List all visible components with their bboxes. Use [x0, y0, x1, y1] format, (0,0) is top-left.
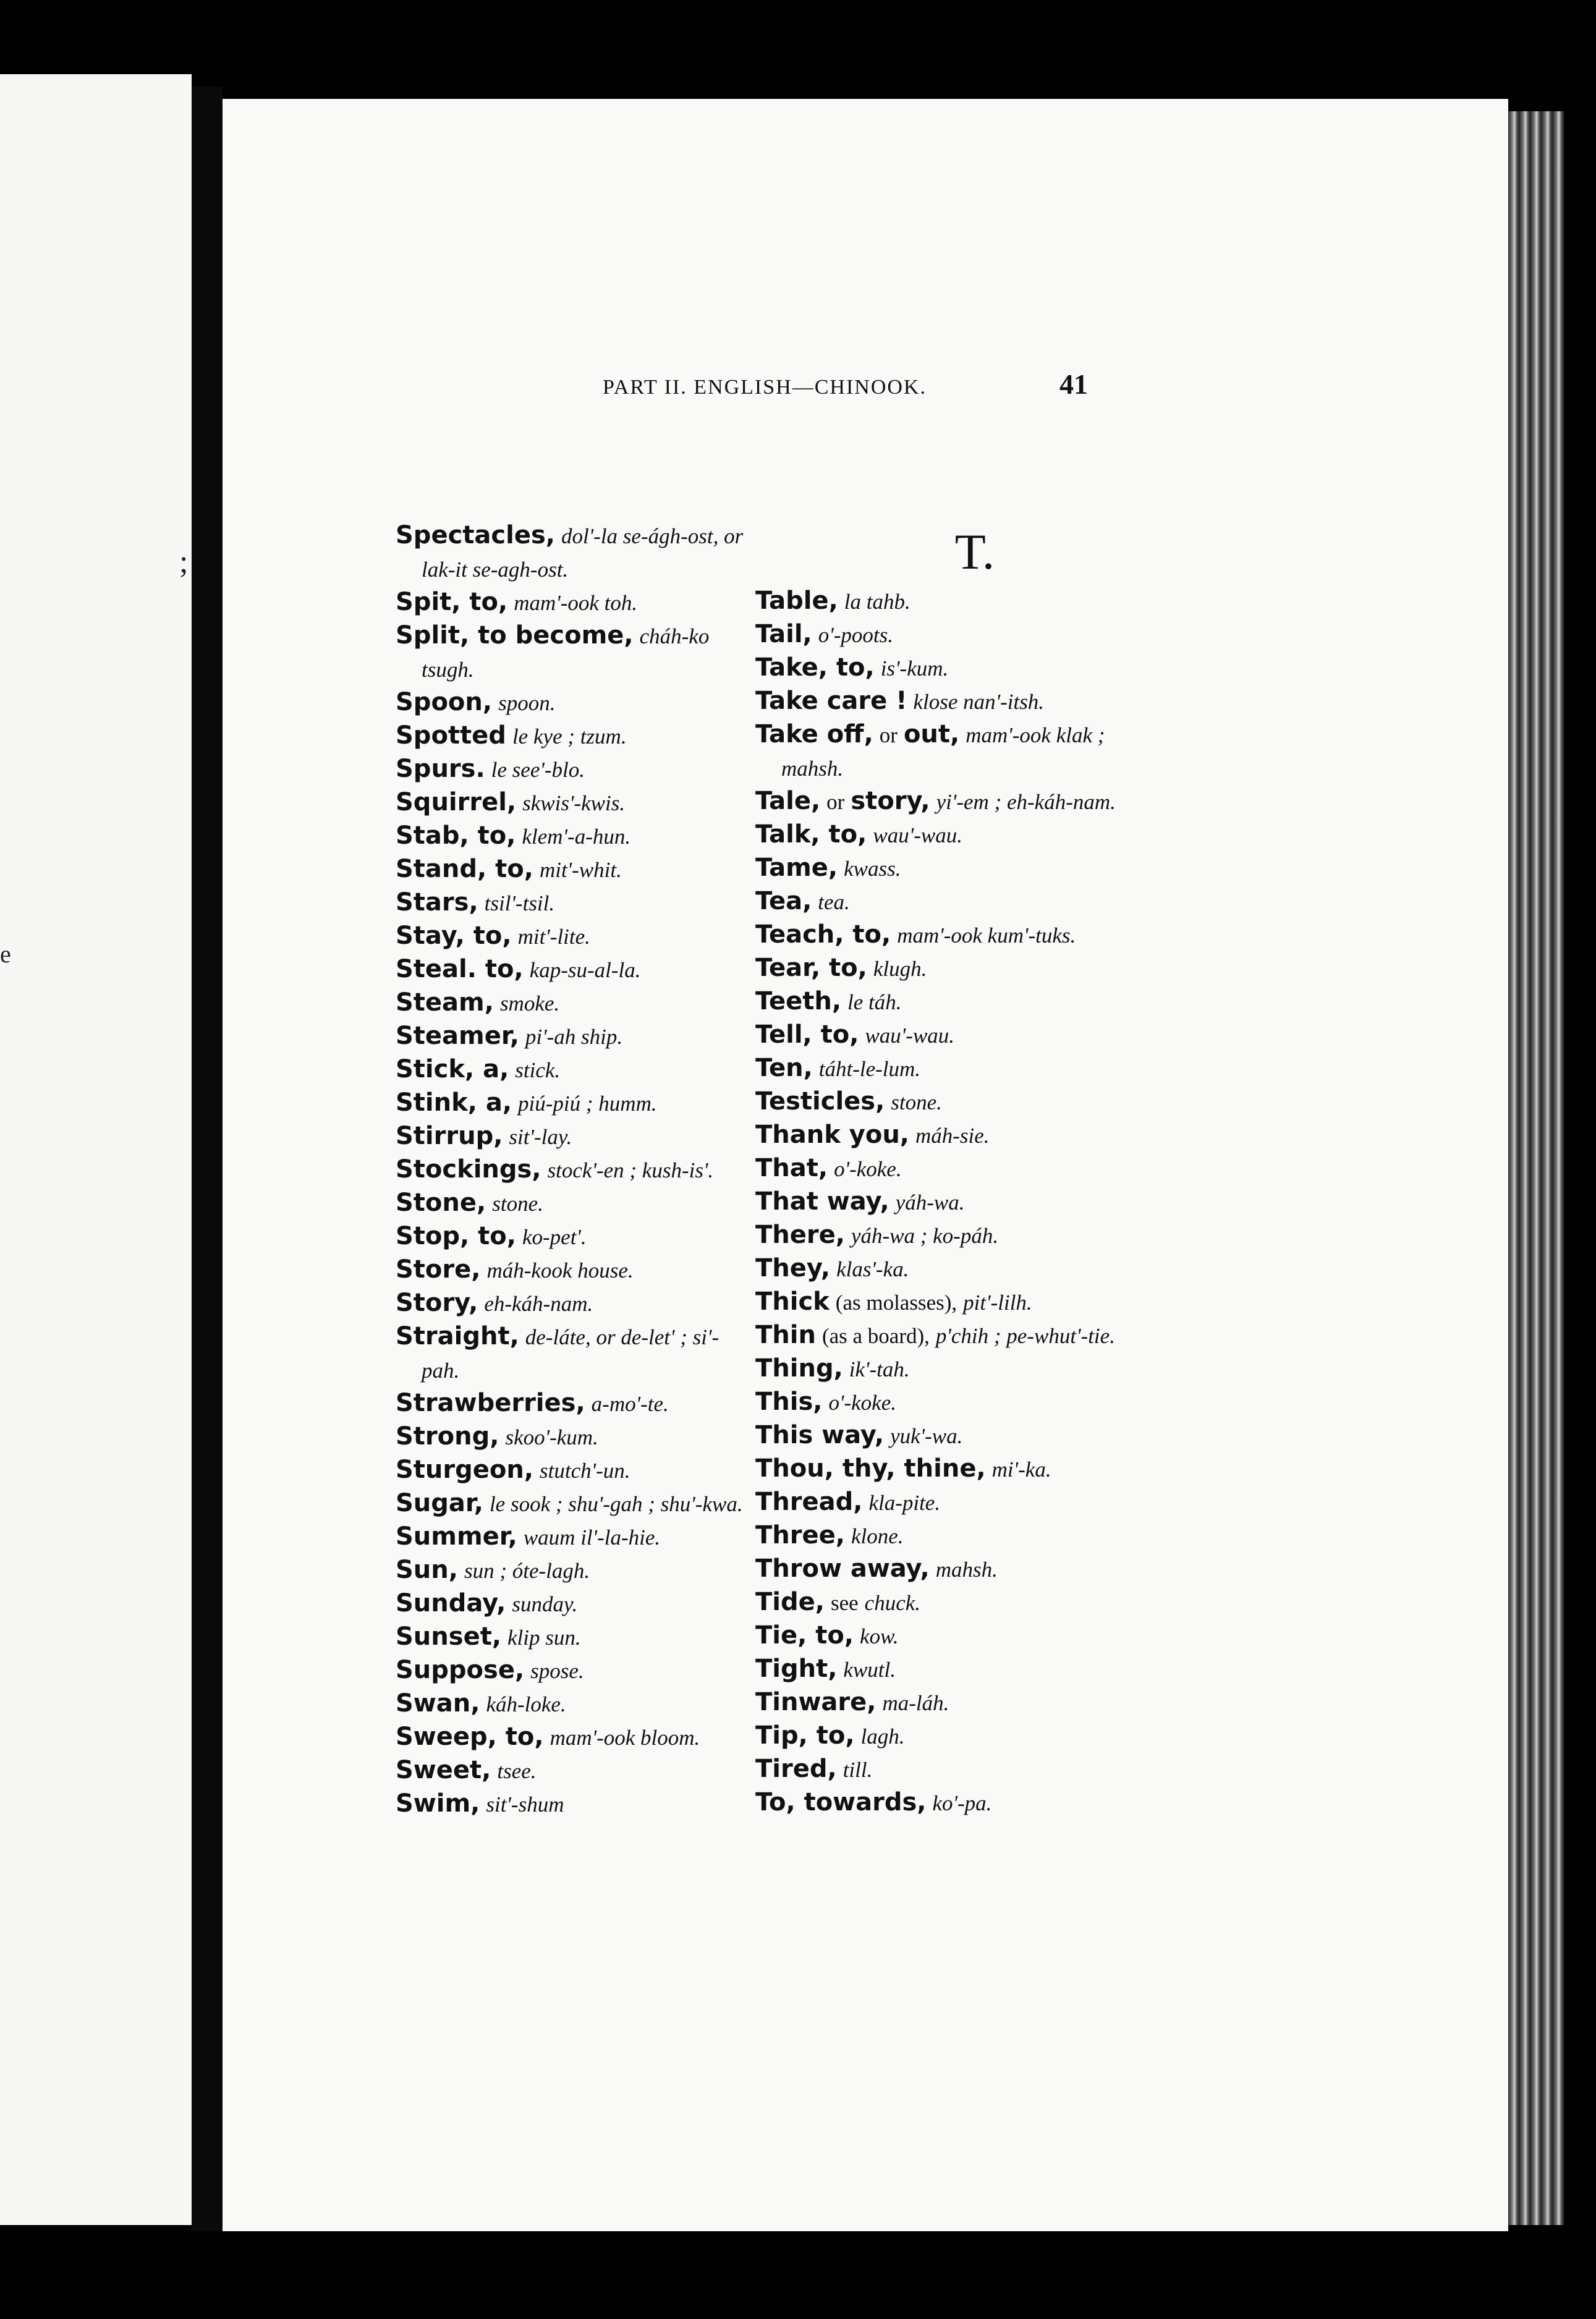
dictionary-entry — [396, 886, 754, 920]
headword: Sugar, — [396, 1489, 483, 1517]
dictionary-entry — [755, 1052, 1151, 1085]
headword: Spotted — [396, 721, 506, 750]
headword: Strawberries, — [396, 1389, 585, 1417]
chinook-translation: máh-sie. — [915, 1124, 990, 1148]
chinook-translation: káh-loke. — [486, 1692, 566, 1716]
chinook-translation: kwass. — [844, 857, 901, 881]
chinook-translation: wau'-wau. — [873, 823, 962, 847]
dictionary-entry — [755, 785, 1151, 818]
headword: Swim, — [396, 1789, 480, 1818]
dictionary-entry — [396, 953, 754, 986]
headword: Stink, a, — [396, 1088, 512, 1117]
chinook-translation: klose nan'-itsh. — [913, 690, 1045, 714]
headword: Squirrel, — [396, 788, 517, 816]
plain-text: or — [826, 790, 845, 814]
chinook-translation: ko-pet'. — [522, 1225, 587, 1249]
chinook-translation: mam'-ook kum'-tuks. — [897, 923, 1076, 948]
dictionary-entry — [396, 719, 754, 753]
chinook-translation: yáh-wa. — [895, 1190, 965, 1215]
headword: Tinware, — [755, 1688, 877, 1716]
plain-text: or — [879, 723, 898, 747]
chinook-translation: sunday. — [512, 1592, 578, 1616]
headword: Talk, to, — [755, 820, 867, 849]
chinook-translation: till. — [843, 1758, 873, 1782]
chinook-translation: a-mo'-te. — [591, 1392, 669, 1416]
chinook-translation: skoo'-kum. — [505, 1425, 598, 1449]
chinook-translation: pit'-lilh. — [963, 1291, 1032, 1315]
headword: out, — [903, 720, 960, 748]
chinook-translation: piú-piú ; humm. — [518, 1092, 657, 1116]
headword: Spurs. — [396, 755, 485, 783]
headword: Suppose, — [396, 1656, 525, 1684]
facing-page — [0, 74, 192, 2225]
headword: There, — [755, 1221, 845, 1249]
dictionary-entry — [396, 1187, 754, 1220]
headword: Store, — [396, 1255, 481, 1284]
dictionary-entry — [396, 753, 754, 786]
dictionary-entry — [396, 1120, 754, 1153]
dictionary-entry — [396, 786, 754, 820]
chinook-translation: la tahb. — [844, 590, 910, 614]
headword: This, — [755, 1388, 823, 1416]
chinook-translation: klip sun. — [507, 1626, 581, 1650]
headword: Tear, to, — [755, 954, 867, 982]
headword: Table, — [755, 587, 838, 615]
chinook-translation: kap-su-al-la. — [529, 958, 641, 982]
headword: Summer, — [396, 1522, 517, 1551]
chinook-translation: stick. — [515, 1058, 561, 1082]
dictionary-entry — [396, 1287, 754, 1320]
dictionary-entry — [755, 1419, 1151, 1452]
dictionary-entry — [755, 818, 1151, 852]
chinook-translation: spose. — [530, 1659, 584, 1683]
dictionary-entry — [396, 1053, 754, 1087]
headword: Sturgeon, — [396, 1456, 534, 1484]
headword: Tea, — [755, 887, 812, 915]
dictionary-entry — [755, 1085, 1151, 1119]
headword: Tell, to, — [755, 1020, 859, 1049]
headword: Sunday, — [396, 1589, 506, 1617]
headword: Thin — [755, 1321, 816, 1349]
dictionary-entry — [396, 1687, 754, 1721]
chinook-translation: tsee. — [497, 1759, 537, 1783]
headword: Tip, to, — [755, 1721, 855, 1750]
headword: Testicles, — [755, 1087, 885, 1116]
chinook-translation: ko'-pa. — [932, 1791, 992, 1815]
dictionary-entry — [396, 1754, 754, 1787]
chinook-translation: mam'-ook bloom. — [550, 1726, 700, 1750]
headword: Throw away, — [755, 1554, 930, 1583]
chinook-translation: tea. — [818, 890, 850, 914]
running-head — [383, 368, 1088, 401]
chinook-translation: sit'-lay. — [509, 1125, 572, 1149]
headword: Tame, — [755, 854, 838, 882]
chinook-translation: klone. — [851, 1524, 904, 1548]
dictionary-entry — [755, 585, 1151, 618]
headword: Thank you, — [755, 1121, 909, 1149]
dictionary-entry — [755, 1519, 1151, 1553]
dictionary-entry — [396, 1087, 754, 1120]
dictionary-entry — [396, 1721, 754, 1754]
chinook-translation: lagh. — [860, 1724, 905, 1749]
chinook-translation: klugh. — [873, 957, 927, 981]
headword: Sunset, — [396, 1622, 502, 1651]
headword: Ten, — [755, 1054, 813, 1082]
dictionary-entry — [396, 1420, 754, 1454]
chinook-translation: tsil'-tsil. — [484, 891, 555, 915]
chinook-translation: mam'-ook klak ; mahsh. — [781, 723, 1105, 781]
headword: Stay, to, — [396, 922, 512, 950]
dictionary-entry — [396, 853, 754, 886]
left-column — [396, 519, 754, 1821]
chinook-translation: máh-kook house. — [486, 1258, 634, 1282]
dictionary-entry — [755, 852, 1151, 885]
dictionary-entry — [755, 1152, 1151, 1185]
page-edge — [1508, 111, 1564, 2225]
dictionary-entry — [396, 1654, 754, 1687]
chinook-translation: le táh. — [847, 990, 902, 1014]
chinook-translation: stone. — [891, 1090, 942, 1114]
dictionary-entry — [396, 1454, 754, 1487]
dictionary-entry — [755, 718, 1151, 785]
headword: Strong, — [396, 1422, 499, 1451]
headword: Stockings, — [396, 1155, 541, 1184]
headword: They, — [755, 1254, 831, 1282]
plain-text: (as a board), — [821, 1324, 930, 1348]
dictionary-entry — [755, 618, 1151, 651]
dictionary-entry — [755, 885, 1151, 918]
dictionary-entry — [396, 1487, 754, 1520]
headword: Steal. to, — [396, 955, 524, 983]
headword: Steamer, — [396, 1022, 519, 1050]
headword: Tight, — [755, 1655, 838, 1683]
chinook-translation: smoke. — [499, 991, 560, 1015]
headword: Sweet, — [396, 1756, 491, 1784]
headword: Take care ! — [755, 687, 907, 715]
headword: Stop, to, — [396, 1222, 516, 1250]
headword: Thou, thy, thine, — [755, 1454, 986, 1483]
dictionary-entry — [396, 1621, 754, 1654]
headword: Swan, — [396, 1689, 480, 1718]
headword: Take, to, — [755, 653, 875, 682]
dictionary-entry — [396, 1220, 754, 1253]
dictionary-entry — [396, 686, 754, 719]
facing-page-fragment: e — [0, 940, 11, 968]
dictionary-entry — [396, 1520, 754, 1554]
headword: Three, — [755, 1521, 845, 1550]
dictionary-entry — [755, 1786, 1151, 1820]
chinook-translation: wau'-wau. — [865, 1024, 955, 1048]
chinook-translation: stutch'-un. — [540, 1459, 630, 1483]
chinook-translation: o'-koke. — [828, 1391, 896, 1415]
book-gutter — [192, 87, 223, 2231]
chinook-translation: skwis'-kwis. — [522, 791, 626, 815]
headword: Tired, — [755, 1755, 837, 1783]
headword: Story, — [396, 1289, 478, 1317]
chinook-translation: chuck. — [864, 1591, 921, 1615]
headword: Thick — [755, 1287, 830, 1316]
chinook-translation: le kye ; tzum. — [512, 724, 627, 748]
headword: Spit, to, — [396, 588, 508, 616]
chinook-translation: eh-káh-nam. — [484, 1292, 593, 1316]
chinook-translation: ma-láh. — [882, 1691, 949, 1715]
chinook-translation: yi'-em ; eh-káh-nam. — [936, 790, 1116, 814]
facing-page-fragment: ; — [179, 545, 189, 580]
chinook-translation: yáh-wa ; ko-páh. — [851, 1224, 999, 1248]
dictionary-entry — [755, 1753, 1151, 1786]
chinook-translation: de-láte, or de-let' ; si'-pah. — [422, 1325, 719, 1383]
dictionary-entry — [755, 952, 1151, 985]
dictionary-entry — [396, 1587, 754, 1621]
headword: Stick, a, — [396, 1055, 509, 1083]
chinook-translation: dol'-la se-ágh-ost, or lak-it se-agh-ost. — [422, 524, 744, 582]
dictionary-entry — [396, 1020, 754, 1053]
headword: Spoon, — [396, 688, 493, 716]
chinook-translation: kow. — [860, 1624, 899, 1648]
dictionary-entry — [755, 1286, 1151, 1319]
headword: Steam, — [396, 988, 494, 1017]
right-column — [755, 519, 1151, 1820]
chinook-translation: le sook ; shu'-gah ; shu'-kwa. — [489, 1492, 743, 1516]
chinook-translation: o'-poots. — [818, 623, 893, 647]
chinook-translation: mahsh. — [935, 1558, 998, 1582]
chinook-translation: sun ; óte-lagh. — [464, 1559, 590, 1583]
headword: Straight, — [396, 1322, 519, 1350]
dictionary-entry — [396, 986, 754, 1020]
dictionary-entry — [396, 820, 754, 853]
headword: Thread, — [755, 1488, 863, 1516]
headword: That way, — [755, 1187, 889, 1216]
dictionary-entry — [755, 1019, 1151, 1052]
headword: That, — [755, 1154, 828, 1182]
chinook-translation: mit'-whit. — [539, 858, 622, 882]
headword: Stab, to, — [396, 821, 516, 850]
chinook-translation: is'-kum. — [880, 656, 949, 680]
chinook-translation: mi'-ka. — [991, 1457, 1051, 1482]
headword: Sweep, to, — [396, 1723, 544, 1751]
chinook-translation: waum il'-la-hie. — [523, 1525, 661, 1550]
section-letter: T. — [954, 524, 995, 580]
chinook-translation: klem'-a-hun. — [522, 825, 631, 849]
dictionary-entry — [755, 1219, 1151, 1252]
chinook-translation: kla-pite. — [868, 1491, 941, 1515]
headword: Stars, — [396, 888, 478, 917]
headword: Teach, to, — [755, 920, 891, 949]
plain-text: see — [830, 1591, 859, 1615]
headword: story, — [851, 787, 930, 815]
dictionary-entry — [755, 1252, 1151, 1286]
headword: Sun, — [396, 1556, 458, 1584]
dictionary-entry — [396, 1253, 754, 1287]
dictionary-entry — [755, 1452, 1151, 1486]
chinook-translation: pi'-ah ship. — [525, 1025, 623, 1049]
dictionary-entry — [755, 1686, 1151, 1719]
headword: Stand, to, — [396, 855, 533, 883]
chinook-translation: o'-koke. — [834, 1157, 902, 1181]
headword: Teeth, — [755, 987, 842, 1015]
dictionary-entry — [396, 1320, 754, 1387]
headword: Stirrup, — [396, 1122, 503, 1150]
dictionary-entry — [755, 918, 1151, 952]
dictionary-entry — [755, 1386, 1151, 1419]
chinook-translation: cháh-ko tsugh. — [422, 624, 710, 682]
chinook-translation: p'chih ; pe-whut'-tie. — [935, 1324, 1115, 1348]
plain-text: (as molasses), — [835, 1291, 957, 1315]
headword: Tail, — [755, 620, 812, 648]
dictionary-entry — [755, 1553, 1151, 1586]
headword: Tie, to, — [755, 1621, 854, 1650]
chinook-translation: klas'-ka. — [836, 1257, 909, 1281]
dictionary-entry — [396, 1153, 754, 1187]
chinook-translation: táht-le-lum. — [818, 1057, 921, 1081]
dictionary-entry — [396, 920, 754, 953]
headword: Split, to become, — [396, 621, 634, 650]
headword: This way, — [755, 1421, 885, 1449]
page-number: 41 — [1059, 368, 1088, 400]
headword: Tide, — [755, 1588, 825, 1616]
chinook-translation: sit'-shum — [486, 1792, 564, 1817]
dictionary-entry — [755, 651, 1151, 685]
dictionary-entry — [396, 619, 754, 686]
chinook-translation: mam'-ook toh. — [514, 591, 638, 615]
dictionary-entry — [755, 1586, 1151, 1619]
dictionary-entry — [396, 586, 754, 619]
dictionary-entry — [755, 1486, 1151, 1519]
headword: Tale, — [755, 787, 821, 815]
chinook-translation: spoon. — [498, 691, 556, 715]
chinook-translation: kwutl. — [843, 1658, 896, 1682]
dictionary-entry — [755, 1185, 1151, 1219]
headword: Stone, — [396, 1189, 486, 1217]
dictionary-entry — [755, 1352, 1151, 1386]
dictionary-entry — [755, 1619, 1151, 1653]
dictionary-entry — [396, 1787, 754, 1821]
chinook-translation: le see'-blo. — [491, 758, 585, 782]
dictionary-entry — [755, 1119, 1151, 1152]
dictionary-entry — [755, 685, 1151, 718]
chinook-translation: stock'-en ; kush-is'. — [547, 1158, 714, 1182]
dictionary-entry — [755, 1719, 1151, 1753]
chinook-translation: mit'-lite. — [517, 925, 590, 949]
dictionary-entry — [755, 1319, 1151, 1352]
running-head-title: PART II. ENGLISH—CHINOOK. — [603, 376, 927, 399]
dictionary-entry — [755, 985, 1151, 1019]
dictionary-entry — [396, 1387, 754, 1420]
headword: Spectacles, — [396, 521, 555, 549]
chinook-translation: stone. — [492, 1192, 543, 1216]
headword: Take off, — [755, 720, 873, 748]
headword: To, towards, — [755, 1788, 927, 1817]
chinook-translation: ik'-tah. — [849, 1357, 910, 1381]
dictionary-entry — [396, 519, 754, 586]
dictionary-entry — [396, 1554, 754, 1587]
headword: Thing, — [755, 1354, 843, 1383]
dictionary-entry — [755, 1653, 1151, 1686]
chinook-translation: yuk'-wa. — [890, 1424, 963, 1448]
